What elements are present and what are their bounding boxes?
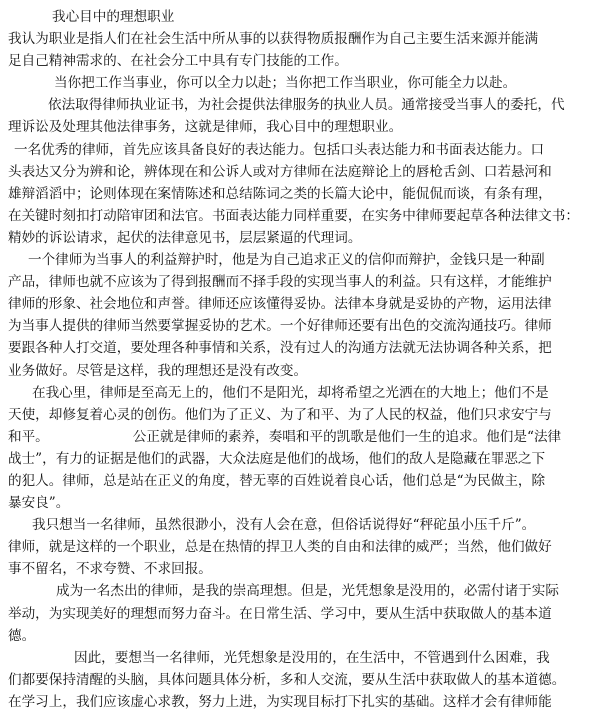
paragraph-line: 在学习上，我们应该虚心求教，努力上进，为实现目标打下扎实的基础。这样才会有律师能 xyxy=(8,693,552,710)
paragraph-line: 为当事人提供的律师当然要掌握妥协的艺术。一个好律师还要有出色的交流沟通技巧。律师 xyxy=(8,318,552,335)
paragraph-line: 们都要保持清醒的头脑，具体问题具体分析，多和人交流，要从生活中获取做人的基本道德。 xyxy=(8,671,566,688)
paragraph-line: 成为一名杰出的律师，是我的崇高理想。但是，光凭想象是没用的，必需付诸于实际 xyxy=(56,583,559,600)
paragraph-line: 一名优秀的律师，首先应该具备良好的表达能力。包括口头表达能力和书面表达能力。口 xyxy=(14,141,545,158)
paragraph-line: 精妙的诉讼请求，起伏的法律意见书，层层紧逼的代理词。 xyxy=(8,229,362,246)
paragraph-line: 暴安良”。 xyxy=(8,495,70,512)
paragraph-line: 理诉讼及处理其他法律事务，这就是律师，我心目中的理想职业。 xyxy=(8,119,403,136)
paragraph-line: 头表达又分为辨和论，辨体现在和公诉人或对方律师在法庭辩论上的唇枪舌剑、口若悬河和 xyxy=(8,163,552,180)
paragraph-line: 雄辩滔滔中；论则体现在案情陈述和总结陈词之类的长篇大论中，能侃侃而谈，有条有理， xyxy=(8,185,552,202)
paragraph-line xyxy=(8,426,594,448)
paragraph-line: 的犯人。律师，总是站在正义的角度，替无辜的百姓说着良心话，他们总是“为民做主，除 xyxy=(8,472,546,489)
paragraph-line: 战士”，有力的证据是他们的武器，大众法庭是他们的战场，他们的敌人是隐藏在罪恶之下 xyxy=(8,450,546,467)
document-title: 我心目中的理想职业 xyxy=(52,9,175,25)
paragraph-line: 因此，要想当一名律师，光凭想象是没用的，在生活中，不管遇到什么困难，我 xyxy=(74,649,550,666)
paragraph-line: 产品，律师也就不应该为了得到报酬而不择手段的实现当事人的利益。只有这样，才能维护 xyxy=(8,274,552,291)
paragraph-line: 律师，就是这样的一个职业，总是在热情的捍卫人类的自由和法律的威严；当然，他们做好 xyxy=(8,539,552,556)
paragraph-line: 要跟各种人打交道，要处理各种事情和关系，没有过人的沟通方法就无法协调各种关系，把 xyxy=(8,340,552,357)
paragraph-line: 我只想当一名律师，虽然很渺小，没有人会在意，但俗话说得好“秤砣虽小压千斤”。 xyxy=(32,517,536,534)
paragraph-line: 举动，为实现美好的理想而努力奋斗。在日常生活、学习中，要从生活中获取做人的基本道 xyxy=(8,605,552,622)
paragraph-line: 德。 xyxy=(8,627,36,644)
paragraph-fragment: 公正就是律师的素养，奏唱和平的凯歌是他们一生的追求。他们是“法律 xyxy=(132,428,562,445)
paragraph-line: 律师的形象、社会地位和声誉。律师还应该懂得妥协。法律本身就是妥协的产物，运用法律 xyxy=(8,296,552,313)
paragraph-line: 当你把工作当事业，你可以全力以赴；当你把工作当职业，你可能全力以赴。 xyxy=(54,75,517,92)
paragraph-line: 事不留名，不求夸赞、不求回报。 xyxy=(8,561,212,578)
paragraph-line: 天使，却修复着心灵的创伤。他们为了正义、为了和平、为了人民的权益，他们只求安宁与 xyxy=(8,406,552,423)
paragraph-line: 在关键时刻扣打动陪审团和法官。书面表达能力同样重要，在实务中律师要起草各种法律文书： xyxy=(8,207,579,224)
paragraph-line: 依法取得律师执业证书，为社会提供法律服务的执业人员。通常接受当事人的委托，代 xyxy=(48,97,565,114)
paragraph-line: 一个律师为当事人的利益辩护时，他是为自己追求正义的信仰而辩护，金钱只是一种副 xyxy=(28,252,545,269)
paragraph-line: 我认为职业是指人们在社会生活中所从事的以获得物质报酬作为自己主要生活来源并能满 xyxy=(8,31,539,48)
paragraph-line: 足自己精神需求的、在社会分工中具有专门技能的工作。 xyxy=(8,53,348,70)
paragraph-fragment: 和平。 xyxy=(8,428,49,445)
paragraph-line: 业务做好。尽管是这样，我的理想还是没有改变。 xyxy=(8,362,308,379)
paragraph-line: 在我心里，律师是至高无上的，他们不是阳光，却将希望之光洒在的大地上；他们不是 xyxy=(32,384,549,401)
